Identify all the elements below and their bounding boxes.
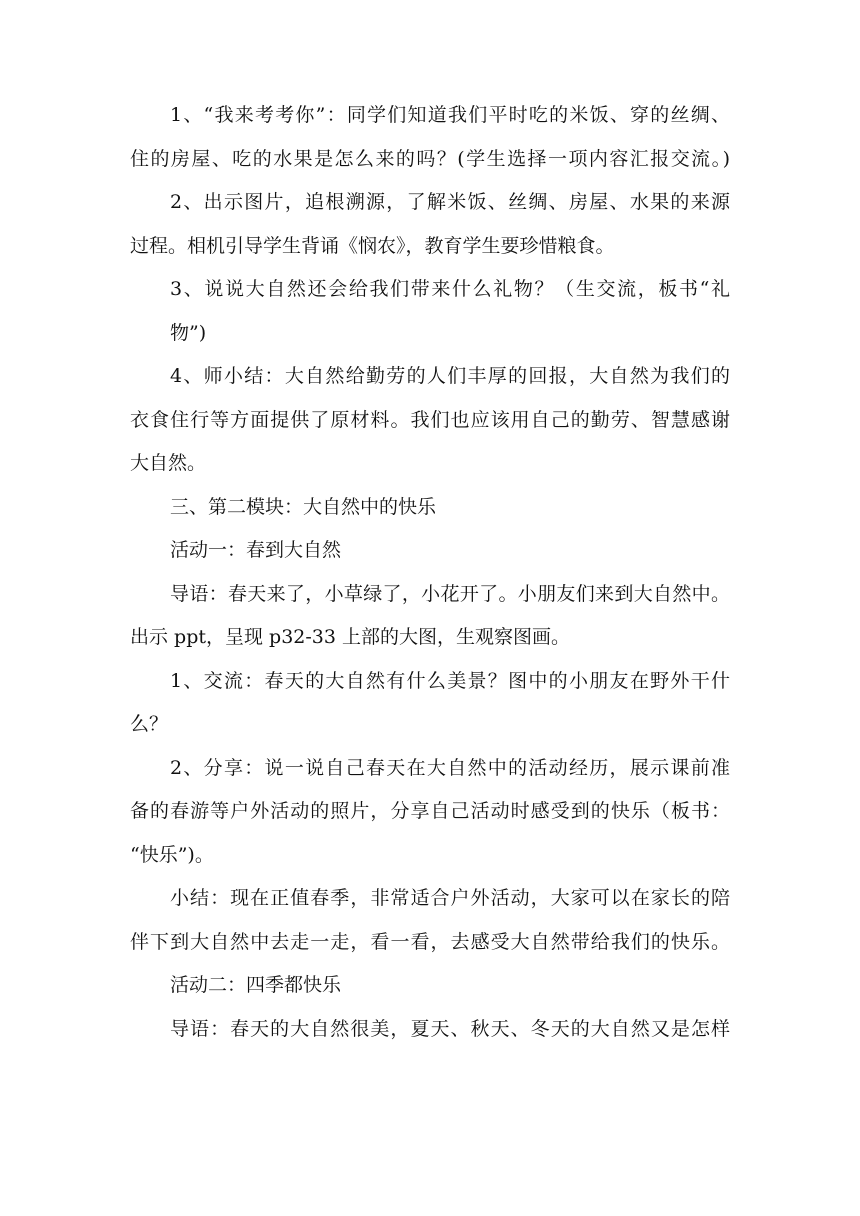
text-line: “快乐”)。 bbox=[130, 843, 214, 866]
text-line: 2、分享：说一说自己春天在大自然中的活动经历，展示课前准 bbox=[170, 756, 730, 779]
text-line: 导语：春天的大自然很美，夏天、秋天、冬天的大自然又是怎样 bbox=[170, 1017, 730, 1040]
text-line: 物”) bbox=[170, 321, 207, 344]
text-line: 小结：现在正值春季，非常适合户外活动，大家可以在家长的陪 bbox=[170, 887, 730, 909]
section-heading: 三、第二模块：大自然中的快乐 bbox=[170, 495, 437, 518]
text-line: 么？ bbox=[130, 713, 169, 735]
text-line: 1、“我来考考你”：同学们知道我们平时吃的米饭、穿的丝绸、 bbox=[170, 104, 730, 126]
text-line: 4、师小结：大自然给勤劳的人们丰厚的回报，大自然为我们的 bbox=[170, 365, 730, 387]
text-line: 1、交流：春天的大自然有什么美景？图中的小朋友在野外干什 bbox=[170, 669, 730, 692]
text-line: 2、出示图片，追根溯源，了解米饭、丝绸、房屋、水果的来源 bbox=[170, 191, 730, 213]
text-line: 住的房屋、吃的水果是怎么来的吗？(学生选择一项内容汇报交流。) bbox=[130, 147, 730, 170]
activity-heading: 活动二：四季都快乐 bbox=[170, 974, 342, 996]
document-page bbox=[130, 94, 730, 1051]
activity-heading: 活动一：春到大自然 bbox=[170, 539, 342, 561]
text-line: 出示 ppt，呈现 p32-33 上部的大图，生观察图画。 bbox=[130, 626, 571, 648]
text-line: 伴下到大自然中去走一走，看一看，去感受大自然带给我们的快乐。 bbox=[130, 930, 730, 953]
text-line: 导语：春天来了，小草绿了，小花开了。小朋友们来到大自然中。 bbox=[170, 582, 730, 605]
text-line: 备的春游等户外活动的照片，分享自己活动时感受到的快乐（板书： bbox=[130, 800, 730, 822]
text-line: 过程。相机引导学生背诵《悯农》，教育学生要珍惜粮食。 bbox=[130, 234, 615, 257]
text-line: 3、说说大自然还会给我们带来什么礼物？（生交流，板书“礼 bbox=[170, 278, 730, 300]
text-line: 衣食住行等方面提供了原材料。我们也应该用自己的勤劳、智慧感谢 bbox=[130, 408, 730, 431]
text-line: 大自然。 bbox=[130, 452, 207, 474]
